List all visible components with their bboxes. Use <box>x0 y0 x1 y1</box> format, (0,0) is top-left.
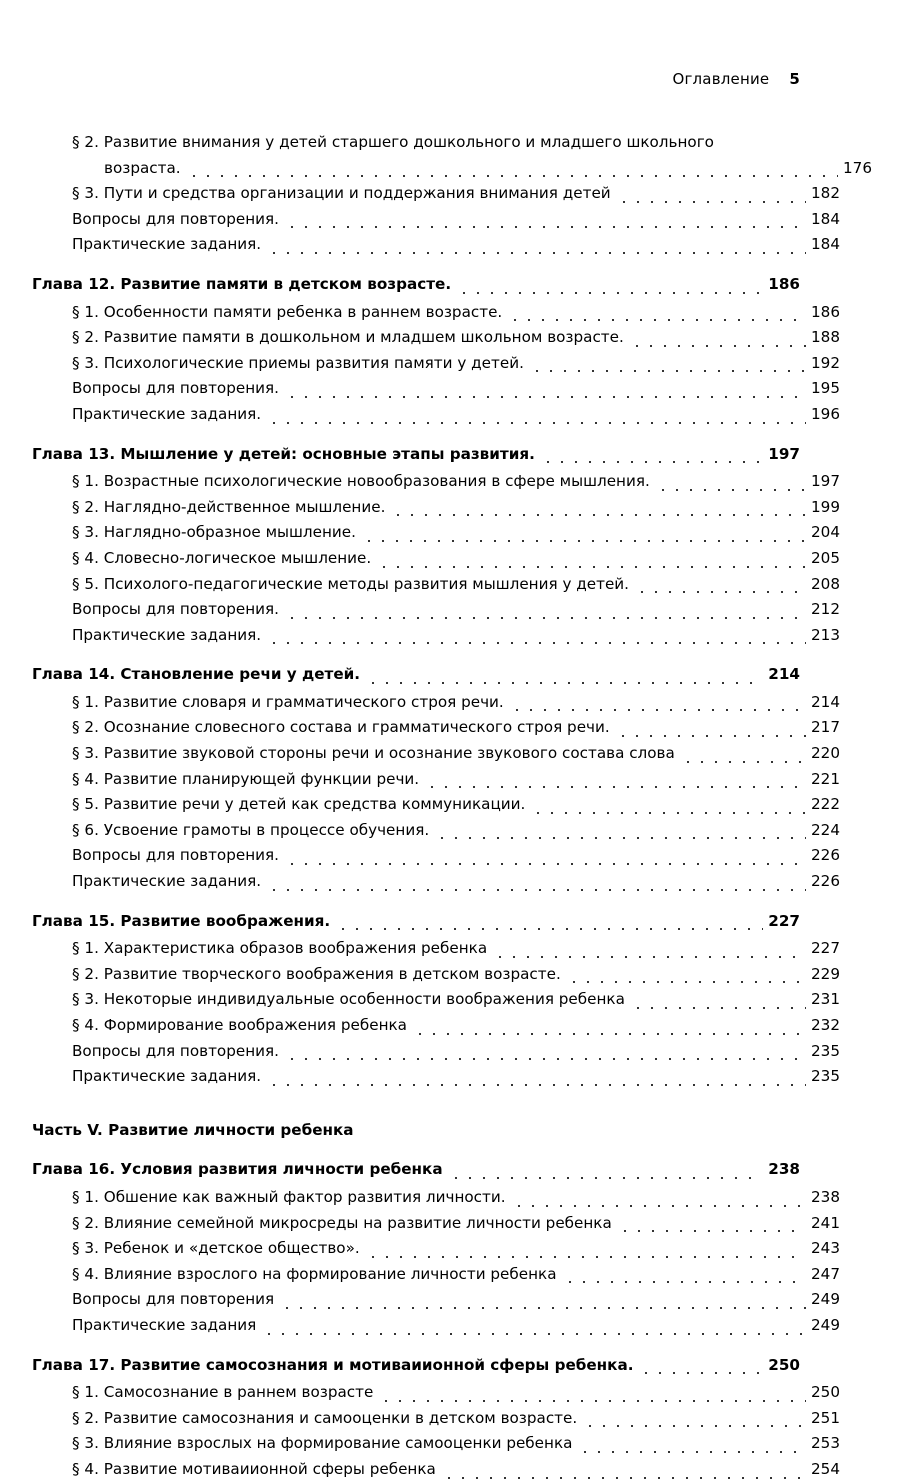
toc-entry-label: § 3. Некоторые индивидуальные особенности воображения ребенка <box>72 990 625 1009</box>
toc-entry-label: § 3. Психологические приемы развития памяти у детей. <box>72 353 524 372</box>
toc-section-entry[interactable] <box>32 1262 840 1288</box>
toc-section-entry[interactable] <box>32 130 840 156</box>
toc-entry-page-number: 249 <box>811 1290 840 1309</box>
toc-entry-label: Глава 15. Развитие воображения. <box>32 911 331 930</box>
toc-entry-label: возраста. <box>104 158 181 177</box>
toc-backmatter-entry[interactable] <box>32 232 840 258</box>
toc-entry-page-number: 226 <box>811 846 840 865</box>
toc-entry-page-number: 238 <box>811 1187 840 1206</box>
toc-section-entry[interactable] <box>32 1185 840 1211</box>
toc-entry-label: § 5. Психолого-педагогические методы развития мышления у детей. <box>72 574 629 593</box>
toc-entry-label: § 1. Самосознание в раннем возрасте <box>72 1383 374 1402</box>
dot-leader <box>567 981 806 983</box>
toc-chapter-entry[interactable] <box>32 1157 800 1183</box>
toc-section-entry[interactable] <box>32 767 840 793</box>
toc-section-entry[interactable] <box>32 962 840 988</box>
toc-section-entry[interactable] <box>32 818 840 844</box>
toc-entry-label: § 1. Возрастные психологические новообразования в сфере мышления. <box>72 472 650 491</box>
toc-entry-page-number: 247 <box>811 1264 840 1283</box>
dot-leader <box>267 422 806 424</box>
toc-entry-page-number: 197 <box>811 472 840 491</box>
toc-entry-label: § 2. Развитие памяти в дошкольном и младшем школьном возрасте. <box>72 328 624 347</box>
toc-section-entry[interactable] <box>32 300 840 326</box>
dot-leader <box>413 1033 806 1035</box>
toc-chapter-entry[interactable] <box>32 662 800 688</box>
toc-entry-page-number: 250 <box>768 1355 800 1374</box>
toc-entry-label: § 3. Наглядно-образное мышление. <box>72 523 356 542</box>
toc-entry-label: Практические задания. <box>72 625 262 644</box>
toc-entry-label: § 3. Влияние взрослых на формирование самооценки ребенка <box>72 1434 573 1453</box>
toc-entry-page-number: 222 <box>811 795 840 814</box>
toc-entry-label: § 4. Формирование воображения ребенка <box>72 1016 407 1034</box>
toc-entry-page-number: 184 <box>811 235 840 254</box>
dot-leader <box>366 1256 806 1258</box>
dot-leader <box>617 201 806 203</box>
running-head <box>672 70 800 88</box>
dot-leader <box>616 735 806 737</box>
toc-entry-label: Вопросы для повторения. <box>72 600 279 619</box>
toc-backmatter-entry[interactable] <box>32 869 840 895</box>
toc-section-entry[interactable] <box>32 351 840 377</box>
dot-leader <box>280 1307 806 1309</box>
toc-entry-label: § 1. Особенности памяти ребенка в раннем возрасте. <box>72 302 503 321</box>
toc-entry-label: Вопросы для повторения. <box>72 209 279 228</box>
toc-chapter-entry[interactable] <box>32 272 800 298</box>
toc-part-heading: Часть V. Развитие личности ребенка <box>32 1120 354 1139</box>
toc-entry-label: § 1. Характеристика образов воображения ребенка <box>72 939 488 958</box>
toc-entry-page-number: 205 <box>811 548 840 567</box>
dot-leader <box>530 370 806 372</box>
toc-entry-label: § 2. Развитие самосознания и самооценки в детском возрасте. <box>72 1408 578 1427</box>
toc-entry-label: § 2. Осознание словесного состава и грамматического строя речи. <box>72 718 610 737</box>
toc-backmatter-entry[interactable] <box>32 1313 840 1339</box>
toc-section-entry[interactable] <box>32 520 840 546</box>
dot-leader <box>262 1333 806 1335</box>
toc-entry-label: § 4. Словесно-логическое мышление. <box>72 548 372 567</box>
toc-entry-page-number: 186 <box>768 274 800 293</box>
dot-leader <box>563 1281 807 1283</box>
toc-section-entry[interactable] <box>32 469 840 495</box>
toc-entry-page-number: 241 <box>811 1213 840 1232</box>
toc-backmatter-entry[interactable] <box>32 402 840 428</box>
toc-entry-page-number: 199 <box>811 497 840 516</box>
toc-section-entry[interactable] <box>32 546 840 572</box>
toc-entry-label: § 4. Развитие мотиваиионной сферы ребенка <box>72 1459 436 1478</box>
toc-section-entry[interactable] <box>32 741 840 767</box>
toc-entry-label: § 2. Наглядно-действенное мышление. <box>72 497 386 516</box>
dot-leader <box>379 1400 806 1402</box>
toc-entry-page-number: 188 <box>811 328 840 347</box>
dot-leader <box>285 863 806 865</box>
toc-entry-page-number: 238 <box>768 1160 800 1179</box>
toc-section-entry[interactable] <box>32 987 840 1013</box>
running-head-folio: 5 <box>789 70 800 88</box>
dot-leader <box>531 812 806 814</box>
toc-entry-page-number: 213 <box>811 625 840 644</box>
toc-entry-page-number: 195 <box>811 379 840 398</box>
toc-section-entry[interactable] <box>32 1236 840 1262</box>
dot-leader <box>630 345 806 347</box>
toc-entry-label: § 5. Развитие речи у детей как средства коммуникации. <box>72 795 526 814</box>
toc-entry-page-number: 214 <box>768 665 800 684</box>
toc-entry-label: Практические задания <box>72 1315 257 1334</box>
dot-leader <box>366 682 763 684</box>
dot-leader <box>508 319 806 321</box>
toc-entry-page-number: 204 <box>811 523 840 542</box>
dot-leader <box>285 617 806 619</box>
toc-section-entry[interactable] <box>32 1380 840 1406</box>
dot-leader <box>442 1477 806 1479</box>
dot-leader <box>578 1451 806 1453</box>
dot-leader <box>635 591 806 593</box>
toc-backmatter-entry[interactable] <box>32 1064 840 1090</box>
toc-entry-label: Практические задания. <box>72 404 262 423</box>
dot-leader <box>681 761 806 763</box>
toc-section-entry[interactable] <box>32 572 840 598</box>
toc-entry-page-number: 224 <box>811 820 840 839</box>
dot-leader <box>512 1205 806 1207</box>
toc-entry-label: Вопросы для повторения. <box>72 846 279 865</box>
running-head-title: Оглавление <box>672 70 770 88</box>
dot-leader <box>267 889 806 891</box>
toc-section-entry[interactable] <box>32 181 840 207</box>
toc-backmatter-entry[interactable] <box>32 597 840 623</box>
dot-leader <box>425 786 806 788</box>
toc-chapter-entry[interactable] <box>32 909 800 935</box>
toc-section-entry[interactable] <box>32 792 840 818</box>
toc-entry-page-number: 227 <box>768 911 800 930</box>
toc-entry-page-number: 217 <box>811 718 840 737</box>
toc-backmatter-entry[interactable] <box>32 1287 840 1313</box>
toc-entry-page-number: 227 <box>811 939 840 958</box>
toc-entry-label: Глава 17. Развитие самосознания и мотиваиионной сферы ребенка. <box>32 1355 634 1374</box>
dot-leader <box>187 175 838 177</box>
toc-entry-page-number: 221 <box>811 769 840 788</box>
toc-entry-label: Практические задания. <box>72 235 262 254</box>
toc-entry-page-number: 197 <box>768 444 800 463</box>
toc-entry-label: § 3. Развитие звуковой стороны речи и осознание звукового состава слова <box>72 744 675 763</box>
toc-entry-page-number: 214 <box>811 692 840 711</box>
toc-entry-label: § 4. Влияние взрослого на формирование личности ребенка <box>72 1264 557 1283</box>
toc-entry-page-number: 250 <box>811 1383 840 1402</box>
toc-section-entry[interactable] <box>32 936 840 962</box>
toc-section-entry[interactable] <box>32 690 840 716</box>
dot-leader <box>377 566 806 568</box>
toc-entry-page-number: 184 <box>811 209 840 228</box>
dot-leader <box>631 1007 806 1009</box>
dot-leader <box>510 709 806 711</box>
toc-section-entry[interactable] <box>32 1457 840 1483</box>
toc-backmatter-entry[interactable] <box>32 843 840 869</box>
toc-entry-page-number: 196 <box>811 404 840 423</box>
toc-entry-page-number: 243 <box>811 1239 840 1258</box>
dot-leader <box>285 1058 806 1060</box>
toc-section-entry[interactable] <box>32 325 840 351</box>
toc-section-entry[interactable] <box>32 1013 840 1039</box>
dot-leader <box>285 226 806 228</box>
toc-entry-page-number: 192 <box>811 353 840 372</box>
toc-section-entry[interactable] <box>32 1406 840 1432</box>
toc-entry-continuation[interactable] <box>32 156 872 182</box>
dot-leader <box>583 1425 806 1427</box>
dot-leader <box>449 1177 764 1179</box>
toc-entry-page-number: 253 <box>811 1434 840 1453</box>
toc-chapter-entry[interactable] <box>32 1353 800 1379</box>
toc-backmatter-entry[interactable] <box>32 376 840 402</box>
toc-entry-label: § 4. Развитие планирующей функции речи. <box>72 769 420 788</box>
toc-entry-label: § 2. Влияние семейной микросреды на развитие личности ребенка <box>72 1213 612 1232</box>
toc-entry-page-number: 186 <box>811 302 840 321</box>
dot-leader <box>362 540 806 542</box>
toc-entry-page-number: 229 <box>811 964 840 983</box>
toc-entry-page-number: 231 <box>811 990 840 1009</box>
dot-leader <box>656 489 806 491</box>
dot-leader <box>267 1084 806 1086</box>
dot-leader <box>618 1230 806 1232</box>
dot-leader <box>267 642 806 644</box>
dot-leader <box>639 1372 763 1374</box>
dot-leader <box>541 461 763 463</box>
toc-entry-label: Вопросы для повторения. <box>72 1041 279 1060</box>
toc-entry-label: Глава 12. Развитие памяти в детском возрасте. <box>32 274 452 293</box>
toc-section-entry[interactable] <box>32 1211 840 1237</box>
dot-leader <box>285 396 806 398</box>
dot-leader <box>457 292 763 294</box>
toc-list <box>32 130 872 1483</box>
toc-entry-page-number: 254 <box>811 1459 840 1478</box>
toc-section-entry[interactable] <box>32 715 840 741</box>
toc-section-entry[interactable] <box>32 1431 840 1457</box>
toc-backmatter-entry[interactable] <box>32 207 840 233</box>
dot-leader <box>267 252 806 254</box>
toc-entry-label: Глава 14. Становление речи у детей. <box>32 665 361 684</box>
dot-leader <box>493 956 806 958</box>
toc-entry-page-number: 220 <box>811 744 840 763</box>
toc-entry-page-number: 235 <box>811 1041 840 1060</box>
toc-entry-label: § 1. Развитие словаря и грамматического строя речи. <box>72 692 504 711</box>
toc-section-entry[interactable] <box>32 495 840 521</box>
toc-entry-label: Глава 16. Условия развития личности ребенка <box>32 1160 443 1179</box>
toc-entry-label: § 2. Развитие внимания у детей старшего дошкольного и младшего школьного <box>72 133 714 151</box>
dot-leader <box>391 514 806 516</box>
toc-backmatter-entry[interactable] <box>32 1039 840 1065</box>
toc-entry-label: § 2. Развитие творческого воображения в детском возрасте. <box>72 964 561 983</box>
toc-entry-label: Глава 13. Мышление у детей: основные этапы развития. <box>32 444 535 463</box>
toc-entry-page-number: 212 <box>811 600 840 619</box>
dot-leader <box>435 837 806 839</box>
toc-entry-label: Вопросы для повторения <box>72 1290 275 1309</box>
toc-chapter-entry[interactable] <box>32 442 800 468</box>
toc-entry-page-number: 208 <box>811 574 840 593</box>
toc-entry-page-number: 251 <box>811 1408 840 1427</box>
toc-entry-page-number: 176 <box>843 158 872 177</box>
toc-entry-page-number: 226 <box>811 872 840 891</box>
toc-entry-page-number: 249 <box>811 1315 840 1334</box>
toc-entry-label: Практические задания. <box>72 1067 262 1086</box>
toc-entry-page-number: 232 <box>811 1016 840 1034</box>
toc-entry-page-number: 182 <box>811 184 840 203</box>
toc-entry-label: Практические задания. <box>72 872 262 891</box>
toc-entry-label: Вопросы для повторения. <box>72 379 279 398</box>
toc-entry-label: § 6. Усвоение грамоты в процессе обучения. <box>72 820 430 839</box>
dot-leader <box>336 928 763 930</box>
toc-entry-label: § 1. Обшение как важный фактор развития личности. <box>72 1187 506 1206</box>
toc-entry-label: § 3. Ребенок и «детское общество». <box>72 1239 360 1258</box>
toc-entry-label: § 3. Пути и средства организации и поддержания внимания детей <box>72 184 611 203</box>
toc-entry-page-number: 235 <box>811 1067 840 1086</box>
toc-backmatter-entry[interactable] <box>32 623 840 649</box>
